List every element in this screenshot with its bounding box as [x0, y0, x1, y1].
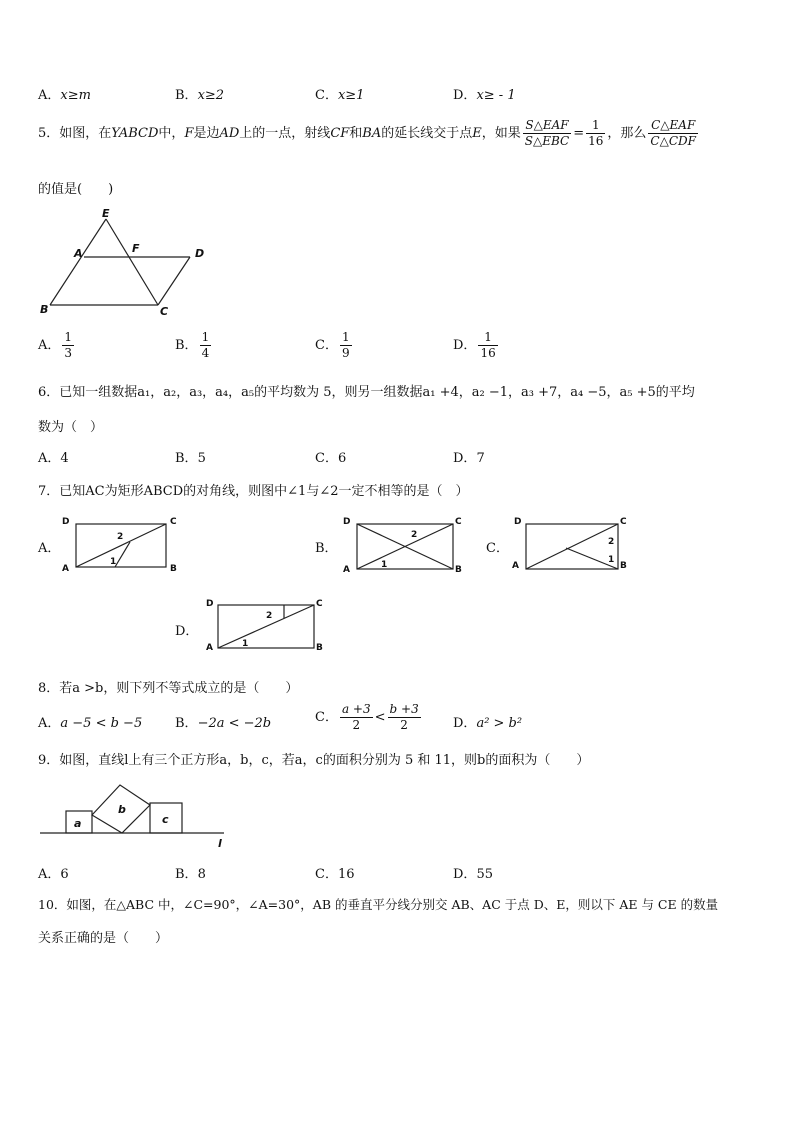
- q9-option-a: A．6: [38, 867, 69, 882]
- svg-text:b: b: [118, 803, 126, 816]
- q8-stem: 8．若a >b，则下列不等式成立的是（ ）: [38, 681, 299, 696]
- q10-stem: 10．如图，在△ABC 中，∠C=90°，∠A=30°，AB 的垂直平分线分别交 AB、AC 于点 D、E，则以下 AE 与 CE 的数量: [38, 897, 719, 912]
- svg-text:1: 1: [381, 560, 388, 570]
- svg-text:a: a: [74, 817, 82, 830]
- q5-label-d: D: [195, 247, 205, 260]
- svg-text:B: B: [620, 561, 627, 571]
- q5-label-c: C: [160, 305, 169, 318]
- svg-text:2: 2: [117, 532, 124, 542]
- q6-stem: 6．已知一组数据a₁，a₂，a₃，a₄，a₅的平均数为 5，则另一组数据a₁ +4，a₂ −1，a₃ +7，a₄ −5，a₅ +5的平均: [38, 385, 695, 400]
- q5-perimeter-ratio: $\frac{\text{C△EAF}}{\text{C△CDF}}$: [650, 118, 696, 148]
- svg-text:D: D: [343, 517, 351, 527]
- q6-option-c: C．6: [315, 451, 347, 466]
- svg-text:1: 1: [608, 555, 615, 565]
- q5-option-d: D． $\frac{1}{16}$: [453, 330, 496, 360]
- q6-option-a: A．4: [38, 451, 69, 466]
- svg-text:2: 2: [411, 530, 418, 540]
- svg-text:C: C: [170, 517, 177, 527]
- q4-option-d: D．x≥ - 1: [453, 88, 516, 103]
- svg-text:B: B: [316, 643, 323, 653]
- q4-option-a: A．x≥m: [38, 88, 91, 103]
- q4-option-c: C．x≥1: [315, 88, 365, 103]
- svg-text:1: 1: [110, 557, 117, 567]
- q4-option-b: B．x≥2: [175, 88, 225, 103]
- q5-label-f: F: [132, 242, 140, 255]
- q7-figure-b: [343, 514, 473, 574]
- q6-option-b: B．5: [175, 451, 206, 466]
- q5-label-e: E: [102, 207, 110, 220]
- q7-figure-d: [204, 596, 329, 654]
- q9-figure: [38, 775, 238, 850]
- svg-text:A: A: [206, 643, 213, 653]
- svg-text:1: 1: [242, 639, 249, 649]
- svg-text:D: D: [206, 599, 214, 609]
- q5-ratio-value: $\frac{1}{16}$: [588, 118, 604, 148]
- svg-text:B: B: [170, 564, 177, 574]
- q8-option-c: C． $\frac{a +3}{2}$ < $\frac{b +3}{2}$: [315, 702, 419, 732]
- svg-text:2: 2: [266, 611, 273, 621]
- q8-option-b: B．−2a < −2b: [175, 716, 272, 731]
- q6-stem-end: 数为（ ）: [38, 420, 104, 435]
- q5-option-c: C． $\frac{1}{9}$: [315, 330, 350, 360]
- svg-text:A: A: [512, 561, 519, 571]
- q7-option-c-label: C．: [486, 541, 509, 556]
- svg-text:D: D: [514, 517, 522, 527]
- svg-text:B: B: [455, 565, 462, 575]
- q9-option-c: C．16: [315, 867, 355, 882]
- q8-option-a: A．a −5 < b −5: [38, 716, 143, 731]
- q5-option-a: A． $\frac{1}{3}$: [38, 330, 73, 360]
- svg-text:C: C: [620, 517, 627, 527]
- q5-stem-end: 的值是( ): [38, 182, 114, 197]
- q9-option-b: B．8: [175, 867, 206, 882]
- q9-stem: 9．如图，直线l上有三个正方形a，b，c，若a，c的面积分别为 5 和 11，则b的面积为（ ）: [38, 753, 590, 768]
- q7-option-d-label: D．: [175, 624, 199, 639]
- svg-text:A: A: [62, 564, 69, 574]
- svg-text:C: C: [455, 517, 462, 527]
- q6-option-d: D．7: [453, 451, 485, 466]
- svg-text:l: l: [218, 837, 222, 850]
- q10-stem-end: 关系正确的是（ ）: [38, 931, 169, 946]
- q7-option-a-label: A．: [38, 541, 61, 556]
- q5-option-b: B． $\frac{1}{4}$: [175, 330, 210, 360]
- q7-figure-a: [62, 514, 182, 574]
- q7-stem: 7．已知AC为矩形ABCD的对角线，则图中∠1与∠2一定不相等的是（ ）: [38, 484, 469, 499]
- svg-text:A: A: [343, 565, 350, 575]
- q8-option-d: D．a² > b²: [453, 716, 523, 731]
- q5-figure: [38, 205, 218, 320]
- q5-label-b: B: [40, 303, 49, 316]
- svg-text:C: C: [316, 599, 323, 609]
- q5-label-a: A: [74, 247, 83, 260]
- svg-text:D: D: [62, 517, 70, 527]
- q9-option-d: D．55: [453, 867, 493, 882]
- svg-text:c: c: [162, 813, 169, 826]
- q7-figure-c: [512, 514, 637, 574]
- q7-option-b-label: B．: [315, 541, 338, 556]
- svg-text:2: 2: [608, 537, 615, 547]
- q5-area-ratio: $\frac{\text{S△EAF}}{\text{S△EBC}}$: [524, 118, 570, 148]
- q5-stem: 5．如图，在YABCD中，F是边AD上的一点，射线CF和BA的延长线交于点E，如果 $\frac{\text{S△EAF}}{\text{S△EBC}}$ = $\frac{1}{16}$ ，那么 $\frac{\text{C△EAF}}{\text{C△CDF}}$: [38, 118, 696, 148]
